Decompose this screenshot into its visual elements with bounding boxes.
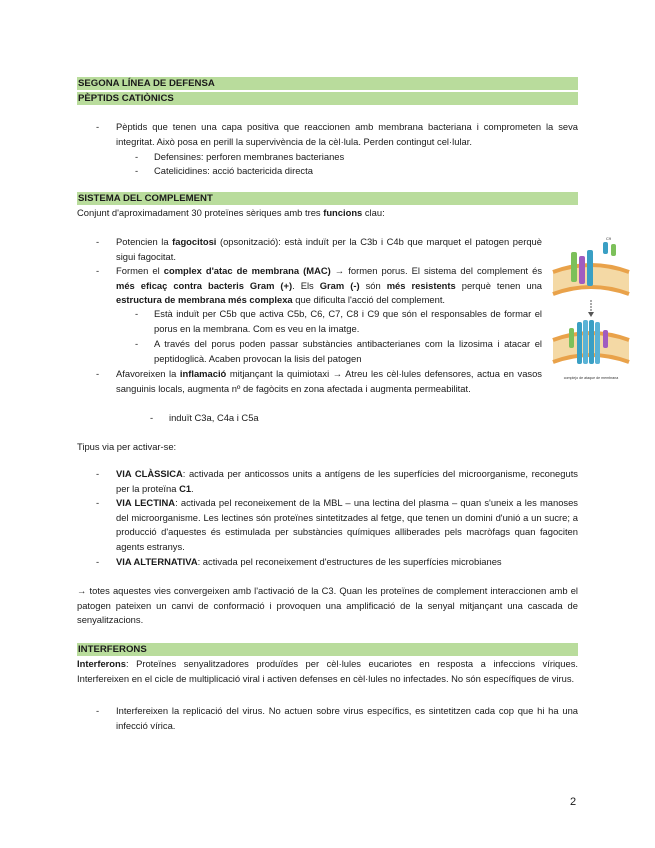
- tipus-via-label: Tipus via per activar-se:: [77, 441, 177, 452]
- list-item-catelicidines: Catelicidines: acció bactericida directa: [154, 165, 313, 176]
- pore-subunit: [577, 322, 582, 364]
- bullet-dash: -: [96, 497, 100, 508]
- section-heading-segona-linea: SEGONA LÍNEA DE DEFENSA: [77, 77, 578, 90]
- protein-c5b: [569, 328, 574, 348]
- bullet-dash: -: [135, 338, 139, 349]
- paragraph-via-alternativa: VIA ALTERNATIVA: activada pel reconeixement d'estructures de les superfícies microbianes: [116, 556, 502, 567]
- pore-subunit: [583, 320, 588, 364]
- list-item-defensines: Defensines: perforen membranes bacterianes: [154, 151, 345, 162]
- protein-c7: [587, 250, 593, 286]
- label-c9: C9: [606, 236, 612, 241]
- bullet-dash: -: [150, 412, 154, 423]
- paragraph-inflamacio: Afavoreixen la inflamació mitjançant la quimiotaxi → Atreu les cèl·lules defensores, actua en vasos sanguinis locals, augmenta nº de fagòcits en zona afectada i augmenta permeabilitat.: [116, 368, 542, 394]
- list-item-porus: A través del porus poden passar substàncies antibacterianes com la lizosima i atacar el peptidoglicà. Acaben provocan la lisis del patogen: [154, 338, 542, 364]
- paragraph-replicacio: Interfereixen la replicació del virus. No actuen sobre virus específics, es sintetitzen cada cop que hi ha una infecció vírica.: [116, 705, 578, 731]
- paragraph-convergencia: → totes aquestes vies convergeixen amb l'activació de la C3. Quan les proteïnes de complement interaccionen amb el patogen pateixen un canvi de conformació i provoquen una amplificació de la senyal mitjançant una cascada de senyalitzacions.: [77, 585, 578, 626]
- list-item-c5b: Està induït per C5b que activa C5b, C6, C7, C8 i C9 que són el responsables de formar el porus en la membrana. Com es veu en la imatge.: [154, 308, 542, 334]
- protein-c8: [611, 244, 616, 256]
- bullet-dash: -: [96, 705, 100, 716]
- protein-c5b: [571, 252, 577, 282]
- paragraph-via-lectina: VIA LECTINA: activada pel reconeixement de la MBL – una lectina del plasma – quan s'uneix a les manoses del microorganisme. Les lectines són proteïnes sintetitzades al fetge, que tenen un domini d'unió a un sucre; a producció d'aquestes és estimulada per substàncies químiques alliberades pels macròfags quan fagociten agents estranys.: [116, 497, 578, 552]
- section-heading-complement: SISTEMA DEL COMPLEMENT: [77, 192, 578, 205]
- bullet-dash: -: [96, 368, 100, 379]
- bullet-dash: -: [135, 165, 139, 176]
- bullet-dash: -: [96, 468, 100, 479]
- arrow-head: [588, 312, 594, 317]
- list-item-c3a: induït C3a, C4a i C5a: [169, 412, 259, 423]
- intro-complement: Conjunt d'aproximadament 30 proteïnes sèriques amb tres funcions clau:: [77, 207, 385, 218]
- paragraph-via-classica: VIA CLÀSSICA: activada per anticossos units a antígens de les superfícies del microorganisme, reconeguts per la proteïna C1.: [116, 468, 578, 494]
- paragraph-fagocitosi: Potencien la fagocitosi (opsonització): està induït per la C3b i C4b que marquet el patogen perquè sigui fagocitat.: [116, 236, 542, 262]
- bullet-dash: -: [135, 308, 139, 319]
- section-heading-peptids: PÈPTIDS CATIÒNICS: [77, 92, 578, 105]
- pore-subunit: [595, 322, 600, 364]
- bullet-dash: -: [96, 121, 100, 132]
- protein-c9: [603, 242, 608, 254]
- bullet-dash: -: [96, 236, 100, 247]
- bullet-dash: -: [96, 556, 100, 567]
- bullet-dash: -: [135, 151, 139, 162]
- protein-c6: [603, 330, 608, 348]
- paragraph-mac: Formen el complex d'atac de membrana (MAC) → formen porus. El sistema del complement és més eficaç contra bacteris Gram (+). Els Gram (-) són més resistents perquè tenen una estructura de membrana més complexa que dificulta l'acció del complement.: [116, 265, 543, 306]
- protein-c6: [579, 256, 585, 284]
- section-heading-interferons: INTERFERONS: [77, 643, 578, 656]
- figure-caption: complejo de ataque de membrana: [563, 376, 619, 380]
- paragraph-interferons: Interferons: Proteïnes senyalitzadores produïdes per cèl·lules eucariotes en resposta a infeccions víriques. Interfereixen en el cicle de multiplicació viral i activen defenses en cèl·lules no infectades. No són específiques de virus.: [77, 658, 578, 684]
- mac-figure: [551, 232, 631, 384]
- paragraph-peptids: Pèptids que tenen una capa positiva que reaccionen amb membrana bacteriana i comprometen la seva integritat. Això posa en perill la supervivència de la cèl·lula. Perden contingut cel·lular.: [116, 121, 578, 147]
- bullet-dash: -: [96, 265, 100, 276]
- pore-subunit: [589, 320, 594, 364]
- page-number: 2: [570, 796, 577, 808]
